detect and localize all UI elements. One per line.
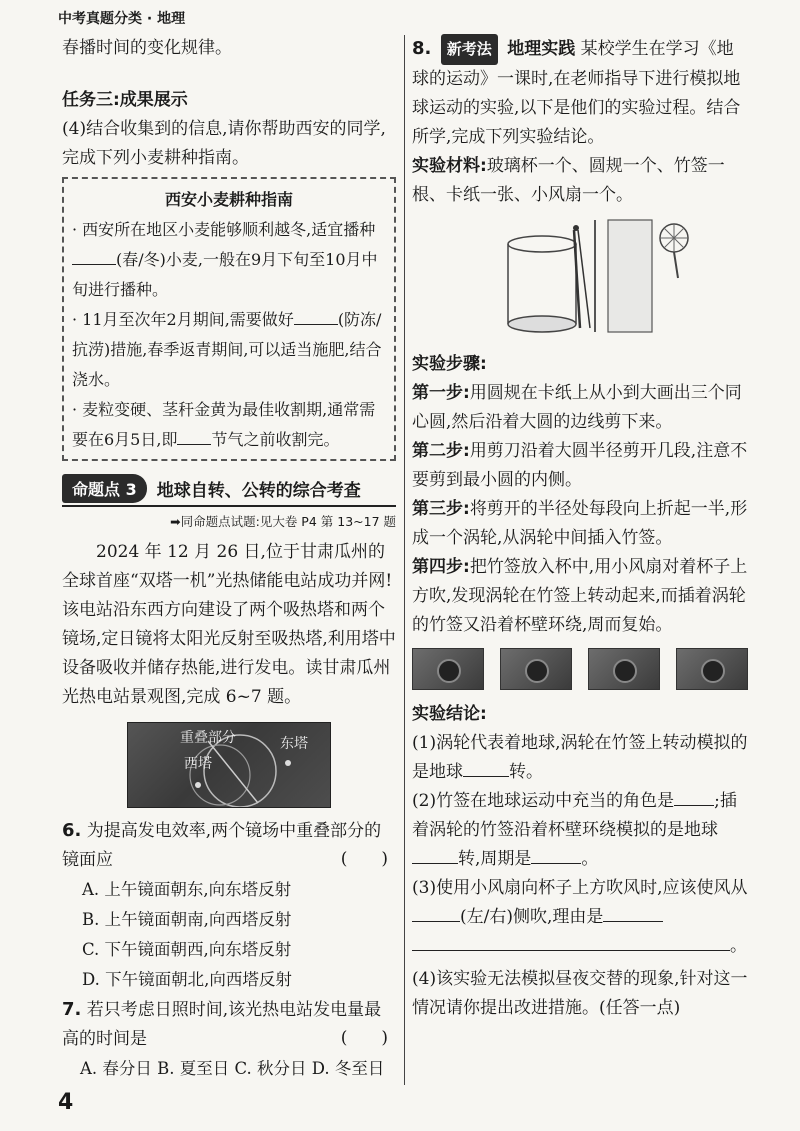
- label-east-tower: 东塔: [280, 736, 308, 752]
- conclusion-label: 实验结论:: [412, 704, 487, 724]
- materials-illustration: [412, 216, 748, 346]
- q8-intro: 8. 新考法 地理实践 某校学生在学习《地球的运动》一课时,在老师指导下进行模拟地球运动的实验,以下是他们的实验过程。结合所学,完成下列实验结论。: [412, 34, 748, 152]
- card-paper-icon: [608, 220, 652, 332]
- experiment-materials-drawing: [412, 216, 748, 346]
- label-west-tower: 西塔: [184, 756, 212, 772]
- q7-answer-paren[interactable]: ( ): [340, 1028, 388, 1048]
- q6-number: 6.: [62, 820, 82, 841]
- blank-c2-role[interactable]: [674, 787, 714, 806]
- task3-title: 任务三:成果展示: [62, 90, 188, 110]
- experiment-photo-4: [676, 648, 748, 690]
- q6-answer-paren[interactable]: ( ): [340, 849, 388, 869]
- guide-title: 西安小麦耕种指南: [164, 190, 293, 209]
- passage: 2024 年 12 月 26 日,位于甘肃瓜州的全球首座“双塔一机”光热储能电站成功并网!该电站沿东西方向建设了两个吸热塔和两个镜场,定日镜将太阳光反射至吸热塔,利用塔中设备吸收并储存热能,进行发电。读甘肃瓜州光热电站景观图,完成 6~7 题。: [62, 542, 396, 707]
- blank-c3-reason-cont[interactable]: [412, 932, 730, 951]
- column-divider: [404, 35, 405, 1085]
- blank-c3-reason[interactable]: [603, 903, 663, 922]
- materials: 实验材料:玻璃杯一个、圆规一个、竹签一根、卡纸一张、小风扇一个。: [412, 156, 725, 205]
- q6-option-c[interactable]: C. 下午镜面朝西,向东塔反射: [82, 940, 292, 959]
- q6-option-a[interactable]: A. 上午镜面朝东,向东塔反射: [82, 880, 292, 899]
- experiment-photos: [412, 648, 748, 690]
- page-number: 4: [58, 1090, 74, 1115]
- banner-tag: 命题点 3: [62, 474, 147, 503]
- right-column: [412, 34, 748, 1023]
- banner-title: 地球自转、公转的综合考查: [156, 480, 361, 501]
- experiment-photo-1: [412, 648, 484, 690]
- blank-c1[interactable]: [463, 758, 509, 777]
- label-overlap: 重叠部分: [180, 730, 236, 746]
- glass-cup-icon: [508, 236, 576, 332]
- steps-label: 实验步骤:: [412, 354, 487, 374]
- q6-option-b[interactable]: B. 上午镜面朝南,向西塔反射: [82, 910, 292, 929]
- conclusion-2: (2)竹签在地球运动中充当的角色是 ;插着涡轮的竹签沿着杯壁环绕模拟的是地球转,周期是 。: [412, 787, 748, 874]
- cross-reference: ➡同命题点试题:见大卷 P4 第 13~17 题: [170, 514, 396, 529]
- q7-number: 7.: [62, 999, 82, 1020]
- blank-measure[interactable]: [294, 306, 338, 325]
- small-fan-icon: [660, 224, 688, 278]
- q8-number: 8.: [412, 38, 432, 59]
- blank-c2-motion[interactable]: [412, 845, 458, 864]
- experiment-photo-2: [500, 648, 572, 690]
- blank-c2-period[interactable]: [531, 845, 581, 864]
- power-station-photo: [127, 722, 331, 808]
- blank-season[interactable]: [72, 246, 116, 265]
- guide-item-1: · 西安所在地区小麦能够顺利越冬,适宜播种(春/冬)小麦,一般在9月下旬至10月中旬进行播种。: [72, 220, 378, 299]
- step-4: 第四步:把竹签放入杯中,用小风扇对着杯子上方吹,发现涡轮在竹签上转动起来,而插着涡轮的竹签又沿着杯壁环绕,周而复始。: [412, 557, 748, 635]
- q7-options[interactable]: A. 春分日 B. 夏至日 C. 秋分日 D. 冬至日: [80, 1059, 385, 1078]
- blank-solar-term[interactable]: [177, 426, 211, 445]
- running-header: 中考真题分类 · 地理: [58, 11, 186, 27]
- section-banner: [62, 471, 396, 507]
- question-6: [62, 816, 396, 995]
- conclusion-4: (4)该实验无法模拟昼夜交替的现象,针对这一情况请你提出改进措施。(任答一点): [412, 969, 748, 1018]
- new-method-tag: 新考法: [441, 34, 498, 65]
- blank-c3-side[interactable]: [412, 903, 460, 922]
- step-2: 第二步:用剪刀沿着大圆半径剪开几段,注意不要剪到最小圆的内侧。: [412, 441, 748, 490]
- task3-text: (4)结合收集到的信息,请你帮助西安的同学,完成下列小麦耕种指南。: [62, 119, 386, 168]
- intro-tail: 春播时间的变化规律。: [62, 38, 232, 58]
- q6-stem: 为提高发电效率,两个镜场中重叠部分的镜面应: [62, 821, 382, 870]
- guide-item-3: · 麦粒变硬、茎秆金黄为最佳收割期,通常需要在6月5日,即 节气之前收割完。: [72, 400, 376, 449]
- question-7: [62, 995, 396, 1084]
- guide-item-2: · 11月至次年2月期间,需要做好 (防冻/抗涝)措施,春季返青期间,可以适当施肥,结合浇水。: [72, 305, 386, 395]
- step-3: 第三步:将剪开的半径处每段向上折起一半,形成一个涡轮,从涡轮中间插入竹签。: [412, 499, 748, 548]
- conclusion-1: (1)涡轮代表着地球,涡轮在竹签上转动模拟的是地球 转。: [412, 733, 748, 782]
- step-1: 第一步:用圆规在卡纸上从小到大画出三个同心圆,然后沿着大圆的边线剪下来。: [412, 383, 742, 432]
- wheat-guide-box: [62, 177, 396, 461]
- q7-stem: 若只考虑日照时间,该光热电站发电量最高的时间是: [62, 1000, 382, 1049]
- experiment-photo-3: [588, 648, 660, 690]
- conclusion-3: (3)使用小风扇向杯子上方吹风时,应该使风从(左/右)侧吹,理由是 。: [412, 878, 748, 956]
- left-column: [62, 34, 396, 1084]
- q8-topic: 地理实践: [507, 39, 576, 59]
- q6-option-d[interactable]: D. 下午镜面朝北,向西塔反射: [82, 970, 292, 989]
